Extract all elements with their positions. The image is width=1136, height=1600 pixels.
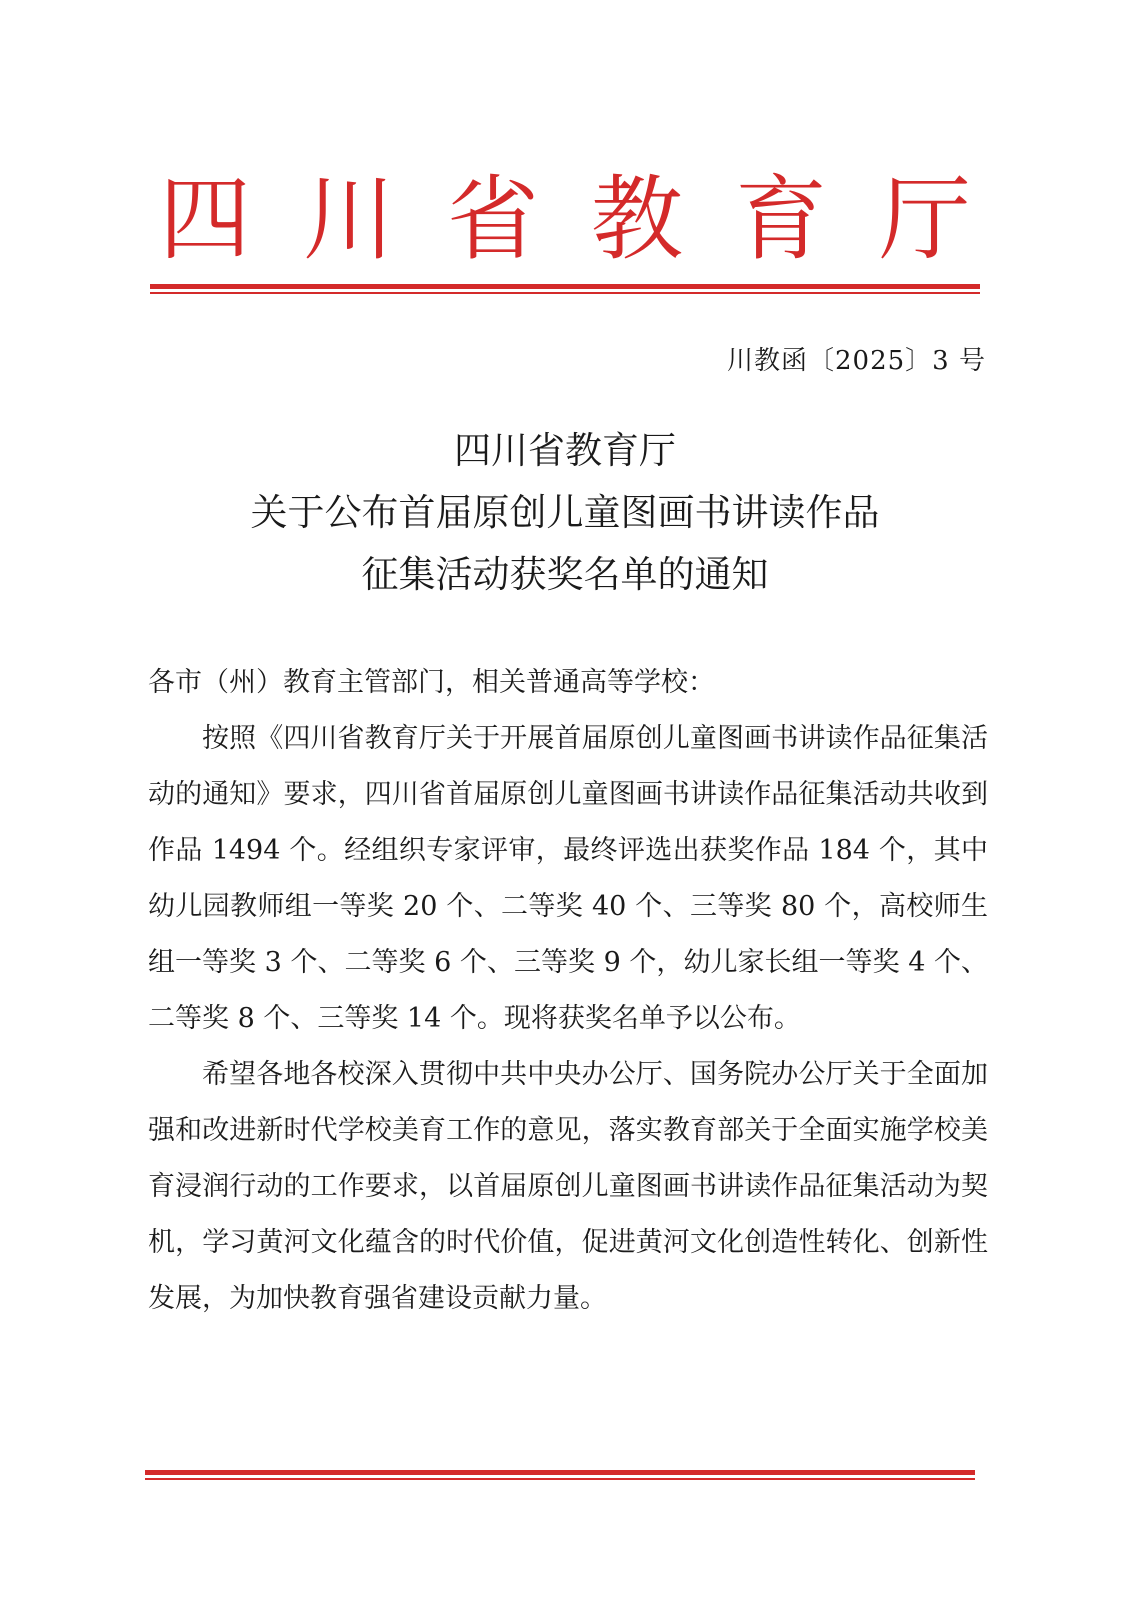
title-line-3: 征集活动获奖名单的通知: [361, 553, 769, 596]
header-char-2: 川: [302, 166, 395, 273]
header-red-rule: [150, 284, 980, 294]
header-char-5: 育: [734, 166, 827, 273]
issuing-authority-header: [150, 160, 980, 280]
header-char-1: 四: [158, 166, 251, 273]
document-title: [150, 420, 980, 606]
header-char-6: 厅: [878, 166, 971, 273]
header-char-4: 教: [590, 166, 683, 273]
title-line-1: 四川省教育厅: [454, 429, 676, 472]
header-rule-thick: [150, 284, 980, 289]
footer-rule-thin: [145, 1478, 975, 1480]
document-number: 川教函〔2025〕3 号: [727, 346, 986, 376]
footer-rule-thick: [145, 1470, 975, 1475]
salutation: 各市（州）教育主管部门，相关普通高等学校：: [148, 667, 715, 698]
footer-red-rule: [145, 1470, 975, 1480]
body-paragraph-2: 希望各地各校深入贯彻中共中央办公厅、国务院办公厅关于全面加强和改进新时代学校美育工作的意见，落实教育部关于全面实施学校美育浸润行动的工作要求，以首届原创儿童图画书讲读作品征集活动为契机，学习黄河文化蕴含的时代价值，促进黄河文化创造性转化、创新性发展，为加快教育强省建设贡献力量。: [148, 1059, 988, 1314]
header-rule-thin: [150, 292, 980, 294]
header-char-3: 省: [446, 166, 539, 273]
document-body: [148, 655, 988, 1327]
title-line-2: 关于公布首届原创儿童图画书讲读作品: [250, 491, 880, 534]
body-paragraph-1: 按照《四川省教育厅关于开展首届原创儿童图画书讲读作品征集活动的通知》要求，四川省首届原创儿童图画书讲读作品征集活动共收到作品 1494 个。经组织专家评审，最终评选出获奖作品 184 个，其中幼儿园教师组一等奖 20 个、二等奖 40 个、三等奖 80 个，高校师生组一等奖 3 个、二等奖 6 个、三等奖 9 个，幼儿家长组一等奖 4 个、二等奖 8 个、三等奖 14 个。现将获奖名单予以公布。: [148, 723, 988, 1034]
